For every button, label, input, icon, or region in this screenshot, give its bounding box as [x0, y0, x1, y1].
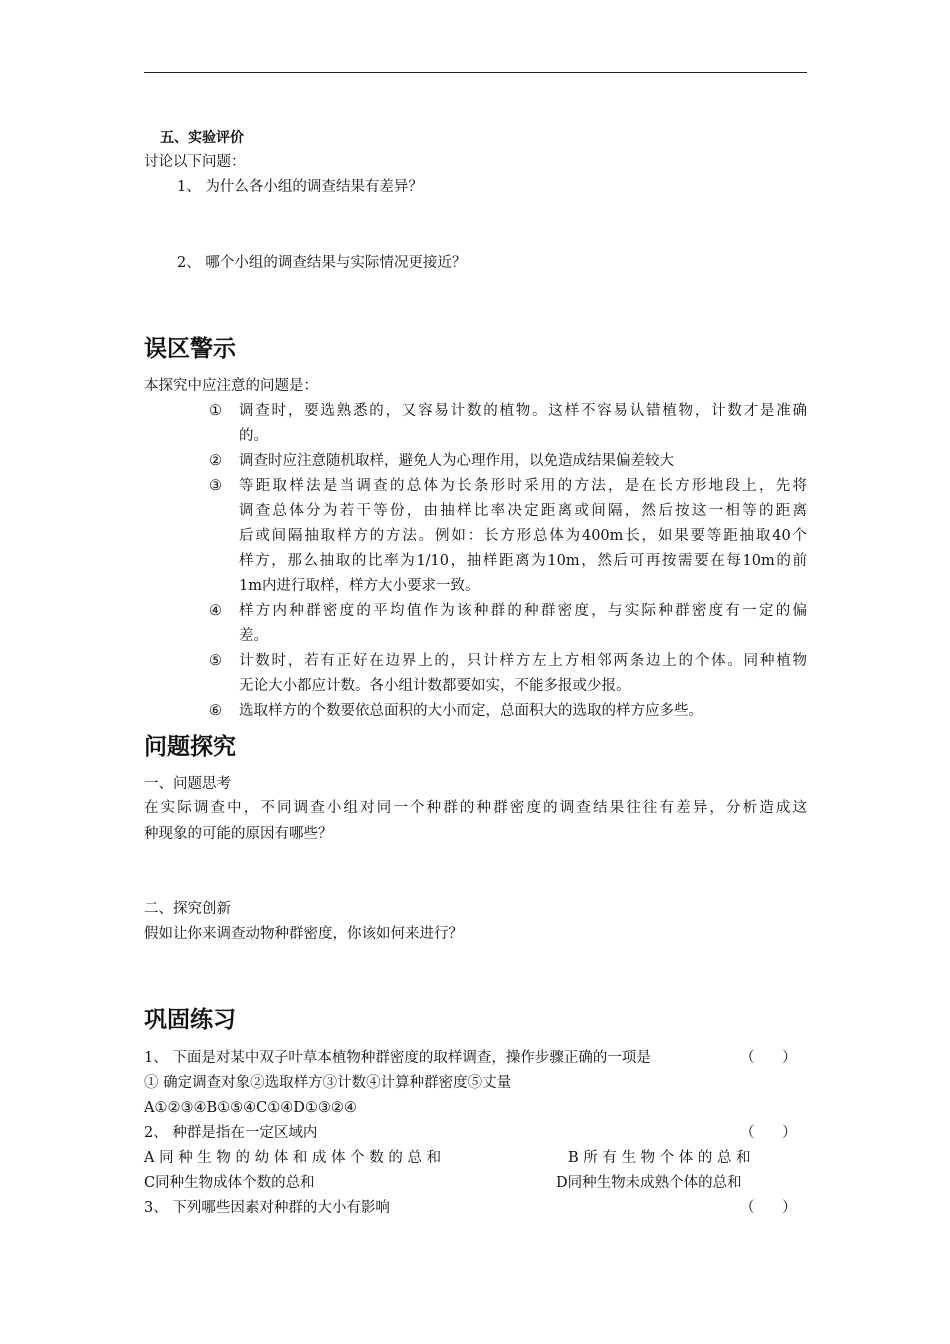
pitfall-number: ⑤ [209, 653, 222, 669]
pitfall-text-line: 调查时应注意随机取样，避免人为心理作用，以免造成结果偏差较大 [239, 453, 674, 469]
exercise-q1-answer-blank: （ ） [740, 1050, 797, 1066]
pitfall-number: ⑥ [209, 703, 222, 719]
section5-question-1: 1、 为什么各小组的调查结果有差异？ [177, 179, 423, 195]
inquiry-paragraph-1-line-2: 种现象的可能的原因有哪些？ [144, 826, 333, 842]
pitfalls-title: 误区警示 [144, 336, 236, 362]
section5-heading: 五、实验评价 [160, 130, 244, 146]
exercise-q1: 1、 下面是对某中双子叶草本植物种群密度的取样调查，操作步骤正确的一项是 [144, 1050, 651, 1066]
header-rule [144, 72, 807, 73]
pitfalls-intro: 本探究中应注意的问题是： [144, 378, 318, 394]
section5-intro: 讨论以下问题： [144, 154, 246, 170]
inquiry-sub1: 一、问题思考 [144, 776, 231, 792]
pitfall-text-line: 样方内种群密度的平均值作为该种群的种群密度，与实际种群密度有一定的偏 [239, 603, 807, 619]
inquiry-title: 问题探究 [144, 734, 236, 760]
pitfall-text-line: 后或间隔抽取样方的方法。例如：长方形总体为400m长，如果要等距抽取40个 [239, 528, 807, 544]
pitfall-text-line: 等距取样法是当调查的总体为长条形时采用的方法，是在长方形地段上，先将 [239, 478, 807, 494]
pitfall-text-line: 1m内进行取样，样方大小要求一致。 [239, 578, 480, 594]
exercise-q2-option-a: A 同 种 生 物 的 幼 体 和 成 体 个 数 的 总 和 [144, 1150, 442, 1166]
pitfall-text-line: 计数时，若有正好在边界上的，只计样方左上方相邻两条边上的个体。同种植物 [239, 653, 807, 669]
pitfall-text-line: 调查时，要选熟悉的，又容易计数的植物。这样不容易认错植物，计数才是准确 [239, 403, 807, 419]
exercise-q2-option-d: D同种生物未成熟个体的总和 [556, 1175, 742, 1191]
pitfall-number: ② [209, 453, 222, 469]
exercise-q1-options: A①②③④B①⑤④C①④D①③②④ [144, 1100, 357, 1116]
pitfall-number: ④ [209, 603, 222, 619]
pitfall-number: ③ [209, 478, 222, 494]
pitfall-number: ① [209, 403, 222, 419]
pitfall-text-line: 差。 [239, 628, 268, 644]
section5-question-2: 2、 哪个小组的调查结果与实际情况更接近？ [177, 255, 467, 271]
exercise-q2: 2、 种群是指在一定区域内 [144, 1125, 318, 1141]
pitfall-text-line: 调查总体分为若干等份，由抽样比率决定距离或间隔，然后按这一相等的距离 [239, 503, 807, 519]
exercise-q3-answer-blank: （ ） [740, 1200, 797, 1216]
pitfall-text-line: 样方，那么抽取的比率为1/10，抽样距离为10m，然后可再按需要在每10m的前 [239, 553, 807, 569]
inquiry-sub2: 二、探究创新 [144, 901, 231, 917]
exercise-q2-option-b: B 所 有 生 物 个 体 的 总 和 [568, 1150, 751, 1166]
exercise-q2-answer-blank: （ ） [740, 1125, 797, 1141]
pitfall-text-line: 的。 [239, 428, 268, 444]
exercise-q2-option-c: C同种生物成体个数的总和 [144, 1175, 315, 1191]
inquiry-paragraph-1-line-1: 在实际调查中，不同调查小组对同一个种群的种群密度的调查结果往往有差异，分析造成这 [144, 800, 807, 816]
pitfall-text-line: 选取样方的个数要依总面积的大小而定，总面积大的选取的样方应多些。 [239, 703, 703, 719]
exercise-q3: 3、 下列哪些因素对种群的大小有影响 [144, 1200, 390, 1216]
exercise-title: 巩固练习 [144, 1007, 236, 1033]
exercise-q1-steps: ① 确定调查对象②选取样方③计数④计算种群密度⑤丈量 [144, 1075, 512, 1091]
inquiry-paragraph-2: 假如让你来调查动物种群密度，你该如何来进行？ [144, 926, 463, 942]
pitfall-text-line: 无论大小都应计数。各小组计数都要如实，不能多报或少报。 [239, 678, 631, 694]
